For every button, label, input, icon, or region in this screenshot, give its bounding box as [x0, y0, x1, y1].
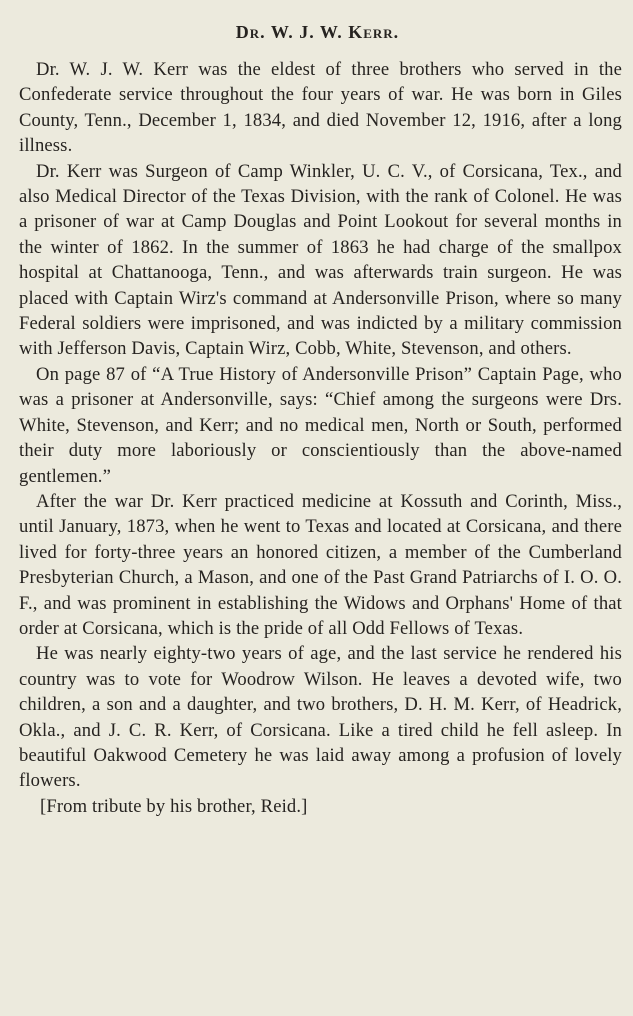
paragraph-1: Dr. W. J. W. Kerr was the eldest of three brothers who served in the Confederate service throughout the four years of war. He was born in Giles County, Tenn., December 1, 1834, and died November 12, 1916, after a long illness.	[19, 59, 622, 157]
paragraph-2: Dr. Kerr was Surgeon of Camp Winkler, U. C. V., of Corsicana, Tex., and also Medical Director of the Texas Division, with the rank of Colonel. He was a prisoner of war at Camp Douglas and Point Lookout for several months in the winter of 1862. In the summer of 1863 he had charge of the smallpox hospital at Chattanooga, Tenn., and was afterwards train surgeon. He was placed with Captain Wirz's command at Andersonville Prison, where so many Federal soldiers were imprisoned, and was indicted by a military commission with Jefferson Davis, Captain Wirz, Cobb, White, Stevenson, and others.	[19, 160, 622, 360]
paragraph-3: On page 87 of “A True History of Andersonville Prison” Captain Page, who was a prisoner at Andersonville, says: “Chief among the surgeons were Drs. White, Stevenson, and Kerr; and no medical men, North or South, performed their duty more laboriously or conscientiously than the above-named gentlemen.”	[19, 363, 622, 487]
paragraph-4: After the war Dr. Kerr practiced medicine at Kossuth and Corinth, Miss., until January, 1873, when he went to Texas and located at Corsicana, and there lived for forty-three years an honored citizen, a member of the Cumberland Presbyterian Church, a Mason, and one of the Past Grand Patriarchs of I. O. O. F., and was prominent in establishing the Widows and Orphans' Home of that order at Corsicana, which is the pride of all Odd Fellows of Texas.	[19, 490, 622, 639]
paragraph-5: He was nearly eighty-two years of age, and the last service he rendered his country was to vote for Woodrow Wilson. He leaves a devoted wife, two children, a son and a daughter, and two brothers, D. H. M. Kerr, of Headrick, Okla., and J. C. R. Kerr, of Corsicana. Like a tired child he fell asleep. In beautiful Oakwood Cemetery he was laid away among a profusion of lovely flowers.	[19, 643, 622, 792]
attribution: [From tribute by his brother, Reid.]	[40, 795, 308, 817]
article	[19, 18, 622, 819]
article-heading: Dr. W. J. W. Kerr.	[235, 22, 400, 42]
